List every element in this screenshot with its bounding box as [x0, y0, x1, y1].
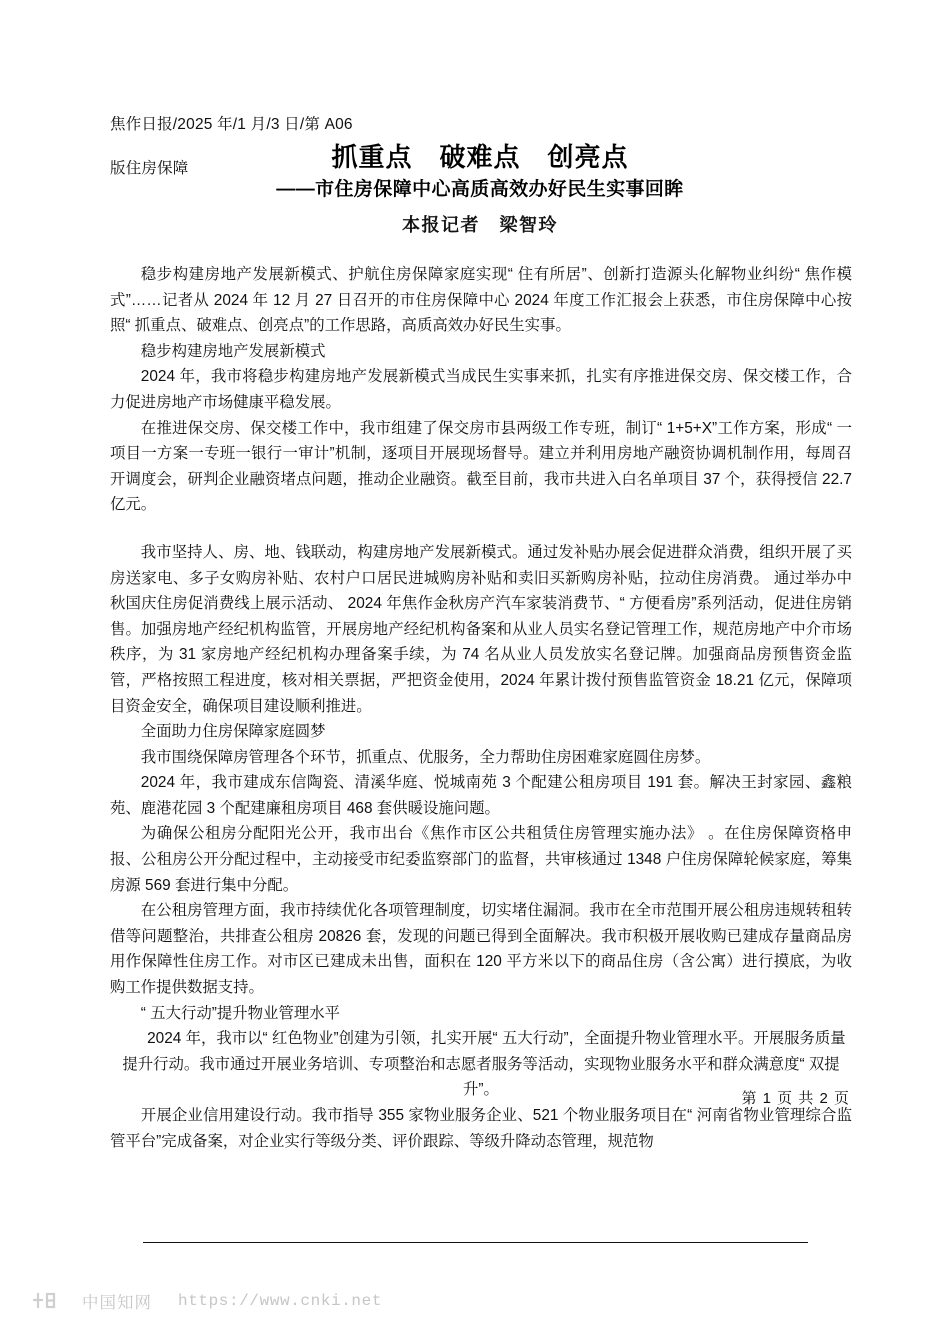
- paragraph: 在公租房管理方面，我市持续优化各项管理制度，切实堵住漏洞。我市在全市范围开展公租房违规转租转借等问题整治，共排查公租房 20826 套，发现的问题已得到全面解决。我市积极开展收购已建成存量商品房用作保障性住房工作。对市区已建成未出售，面积在 120 平方米以下的商品住房（含公寓）进行摸底，为收购工作提供数据支持。: [110, 902, 852, 997]
- paragraph-lead: 稳步构建房地产发展新模式、护航住房保障家庭实现“ 住有所居”、创新打造源头化解物业纠纷“ 焦作模式”……记者从 2024 年 12 月 27 日召开的市住房保障中心 2024 年度工作汇报会上获悉，市住房保障中心按照“ 抓重点、破难点、创亮点”的工作思路，高质高效办好民生实事。: [110, 266, 852, 335]
- paragraph: 在推进保交房、保交楼工作中，我市组建了保交房市县两级工作专班，制订“ 1+5+X”工作方案，形成“ 一项目一方案一专班一银行一审计”机制，逐项目开展现场督导。建立并利用房地产融资协调机制作用，每周召开调度会，研判企业融资堵点问题，推动企业融资。截至目前，我市共进入白名单项目 37 个，获得授信 22.7 亿元。: [110, 419, 852, 514]
- page-number: 第 1 页 共 2 页: [741, 1090, 850, 1107]
- paragraph: 开展企业信用建设行动。我市指导 355 家物业服务企业、521 个物业服务项目在“ 河南省物业管理综合监管平台”完成备案，对企业实行等级分类、评价跟踪、等级升降动态管理，规范物: [110, 1107, 852, 1150]
- paragraph: 我市坚持人、房、地、钱联动，构建房地产发展新模式。通过发补贴办展会促进群众消费，组织开展了买房送家电、多子女购房补贴、农村户口居民进城购房补贴和卖旧买新购房补贴，拉动住房消费。 通过举办中秋国庆住房促消费线上展示活动、 2024 年焦作金秋房产汽车家装消费节、“ 方便看房”系列活动，促进住房销售。加强房地产经纪机构监管，开展房地产经纪机构备案和从业人员实名登记管理工作，规范房地产中介市场秩序，为 31 家房地产经纪机构办理备案手续，为 74 名从业人员发放实名登记牌。加强商品房预售资金监管，严格按照工程进度，核对相关票据，严把资金使用，2024 年累计拨付预售监管资金 18.21 亿元，保障项目资金安全，确保项目建设顺利推进。: [110, 543, 852, 715]
- cnki-url: https://www.cnki.net: [178, 1292, 383, 1310]
- paragraph: 2024 年，我市将稳步构建房地产发展新模式当成民生实事来抓，扎实有序推进保交房、保交楼工作，合力促进房地产市场健康平稳发展。: [110, 368, 852, 411]
- paragraph: 我市围绕保障房管理各个环节，抓重点、优服务，全力帮助住房困难家庭圆住房梦。: [140, 748, 711, 766]
- page-subtitle: ——市住房保障中心高质高效办好民生实事回眸: [276, 179, 684, 200]
- section-heading-2: 全面助力住房保障家庭圆梦: [140, 723, 326, 741]
- masthead-line-1: 焦作日报/2025 年/1 月/3 日/第 A06: [110, 116, 353, 133]
- cnki-logo-icon: [30, 1288, 56, 1314]
- headline-block: [110, 140, 850, 204]
- byline: 本报记者 梁智玲: [402, 215, 558, 235]
- paragraph: 2024 年，我市建成东信陶瓷、清溪华庭、悦城南苑 3 个配建公租房项目 191 套。解决王封家园、鑫粮苑、鹿港花园 3 个配建廉租房项目 468 套供暖设施问题。: [110, 774, 852, 817]
- article-body: [110, 262, 852, 1154]
- section-heading-3: “ 五大行动”提升物业管理水平: [140, 1004, 341, 1022]
- paragraph: 为确保公租房分配阳光公开，我市出台《焦作市区公共租赁住房管理实施办法》 。在住房保障资格申报、公租房公开分配过程中，主动接受市纪委监察部门的监督，共审核通过 1348 户住房保障轮候家庭，筹集房源 569 套进行集中分配。: [110, 825, 852, 894]
- page-title: 抓重点 破难点 创亮点: [331, 142, 629, 172]
- cnki-watermark: [30, 1288, 382, 1314]
- masthead-line-2: 版住房保障: [110, 160, 189, 177]
- cnki-brand-name: 中国知网: [82, 1294, 152, 1312]
- footer-divider: [143, 1242, 808, 1243]
- paragraph: 2024 年，我市以“ 红色物业”创建为引领，扎实开展“ 五大行动”，全面提升物业管理水平。开展服务质量提升行动。我市通过开展业务培训、专项整治和志愿者服务等活动，实现物业服务水平和群众满意度“ 双提升”。: [122, 1030, 846, 1099]
- section-heading-1: 稳步构建房地产发展新模式: [140, 342, 326, 360]
